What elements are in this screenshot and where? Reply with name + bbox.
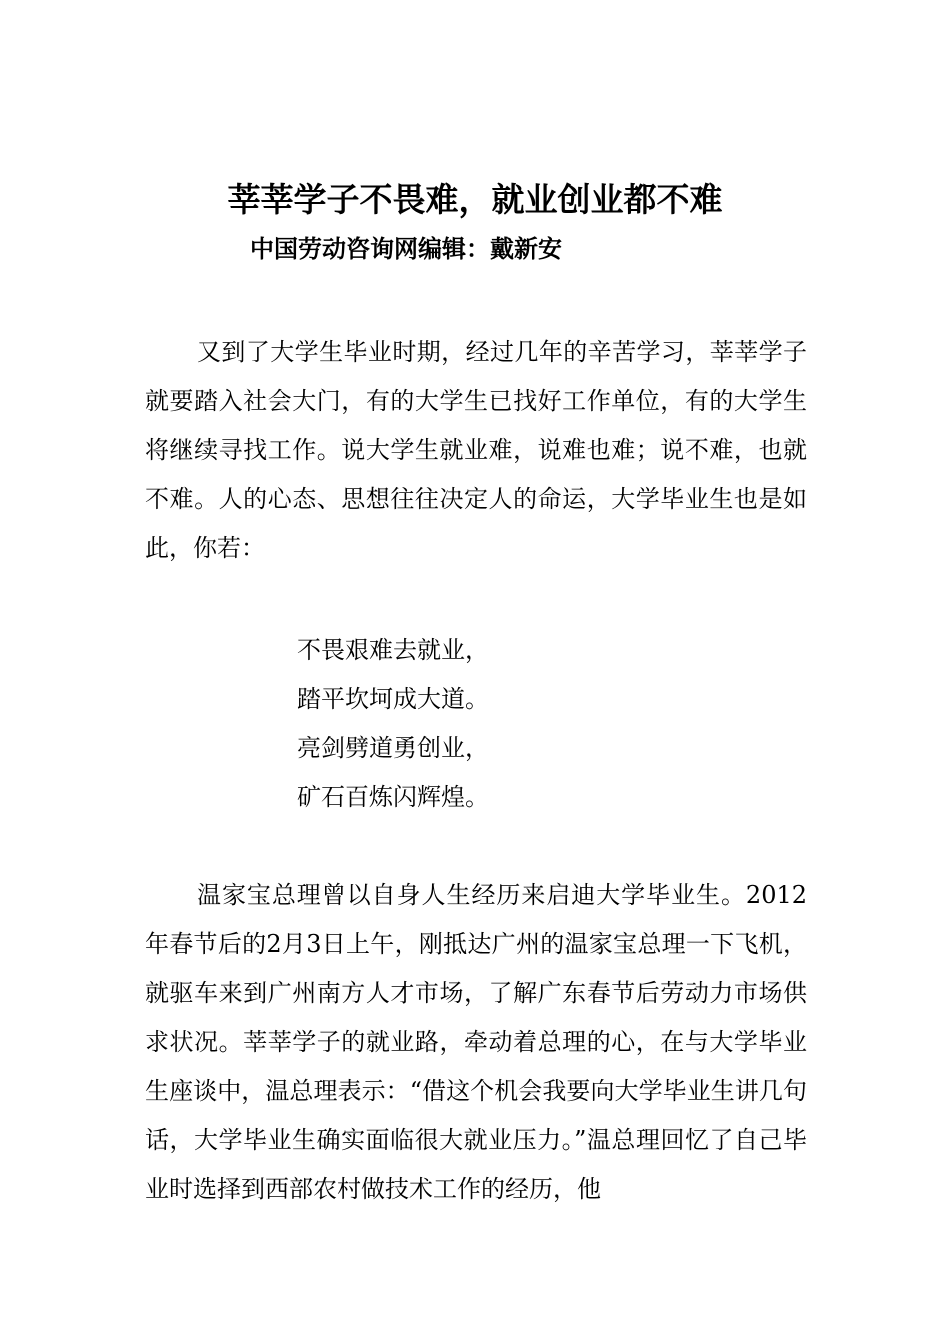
poem-line: 踏平坎坷成大道。 [297, 685, 489, 713]
poem-line: 矿石百炼闪辉煌。 [297, 783, 489, 811]
poem-line: 不畏艰难去就业， [297, 636, 489, 664]
document-title: 莘莘学子不畏难，就业创业都不难 [227, 180, 723, 219]
body-paragraph: 温家宝总理曾以自身人生经历来启迪大学毕业生。2012年春节后的2月3日上午，刚抵达广州的温家宝总理一下飞机，就驱车来到广州南方人才市场，了解广东春节后劳动力市场供求状况。莘莘学子的就业路，牵动着总理的心，在与大学毕业生座谈中，温总理表示：“借这个机会我要向大学毕业生讲几句话，大学毕业生确实面临很大就业压力。”温总理回忆了自己毕业时选择到西部农村做技术工作的经历，他 [145, 881, 807, 1203]
poem-line: 亮剑劈道勇创业， [297, 734, 489, 762]
document-byline: 中国劳动咨询网编辑：戴新安 [250, 234, 562, 263]
poem-block [297, 626, 489, 822]
body-paragraph: 又到了大学生毕业时期，经过几年的辛苦学习，莘莘学子就要踏入社会大门，有的大学生已找好工作单位，有的大学生将继续寻找工作。说大学生就业难，说难也难；说不难，也就不难。人的心态、思想往往决定人的命运，大学毕业生也是如此，你若： [145, 338, 807, 562]
